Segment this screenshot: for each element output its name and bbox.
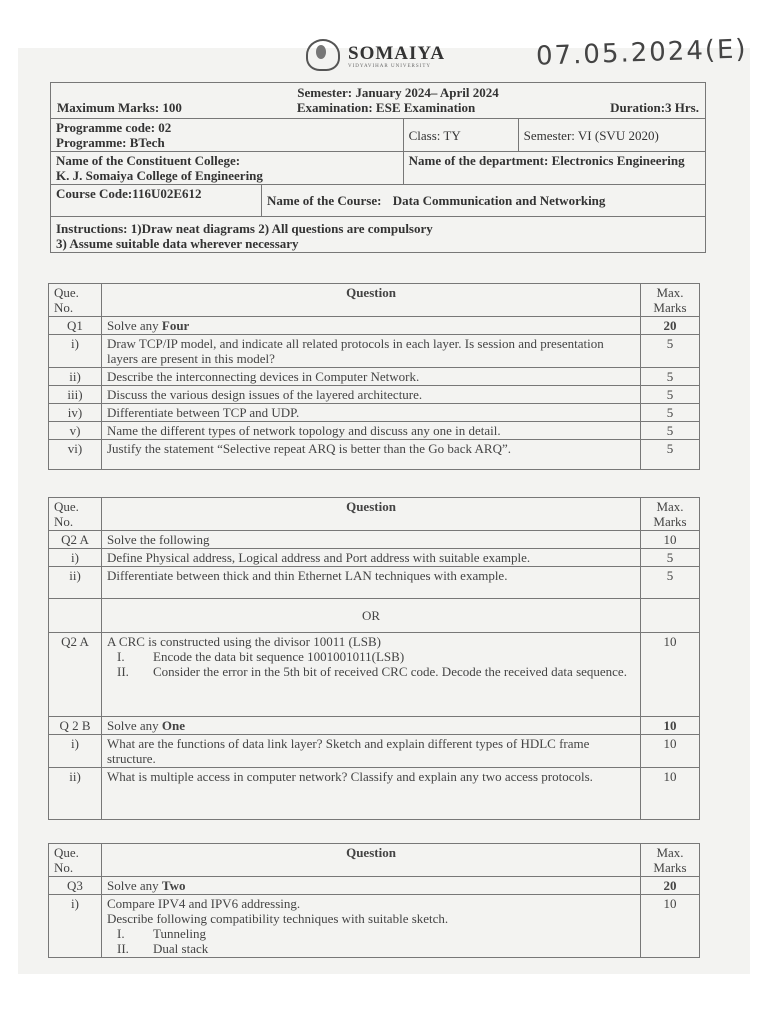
max-marks-header: Max. Marks [641,844,700,877]
q1-i-text: Draw TCP/IP model, and indicate all related protocols in each layer. Is session and presentation layers are present in this model? [102,335,641,368]
university-name: SOMAIYA [348,42,446,64]
q1-ii-number: ii) [49,368,102,386]
q1-v-number: v) [49,422,102,440]
q2b-ii-marks: 10 [641,768,700,820]
university-emblem-icon [306,39,340,71]
college-label: Name of the Constituent College: [56,153,241,168]
course-name-label: Name of the Course: [267,193,382,208]
q1-vi-marks: 5 [641,440,700,470]
q1-iv-text: Differentiate between TCP and UDP. [102,404,641,422]
college-name: K. J. Somaiya College of Engineering [56,168,263,183]
programme: Programme: BTech [56,135,165,150]
question-header: Question [102,498,641,531]
semester-line: Semester: January 2024– April 2024 [297,85,499,100]
q2a-ii-number: ii) [49,567,102,599]
q2b-marks: 10 [641,717,700,735]
q2a-i-marks: 5 [641,549,700,567]
q2a-ii-marks: 5 [641,567,700,599]
q1-iv-marks: 5 [641,404,700,422]
q1-i-number: i) [49,335,102,368]
q3-marks: 20 [641,877,700,895]
q3-instruction: Solve any Two [102,877,641,895]
q3-number: Q3 [49,877,102,895]
max-marks-header: Max. Marks [641,498,700,531]
q1-v-marks: 5 [641,422,700,440]
que-no-header: Que. No. [49,498,102,531]
question-header: Question [102,284,641,317]
que-no-header: Que. No. [49,844,102,877]
q1-vi-text: Justify the statement “Selective repeat ARQ is better than the Go back ARQ”. [102,440,641,470]
q1-ii-text: Describe the interconnecting devices in Computer Network. [102,368,641,386]
q3-table [48,843,700,958]
university-subtitle: VIDYAVIHAR UNIVERSITY [348,63,431,69]
q1-iii-marks: 5 [641,386,700,404]
q2a-alt-ii-text: Consider the error in the 5th bit of received CRC code. Decode the received data sequence. [153,664,627,679]
semester-cell: Semester: VI (SVU 2020) [518,119,705,152]
q3-i-text-2: Describe following compatibility techniques with suitable sketch. [107,911,449,926]
university-logo [306,42,445,72]
q3-i-item-tunneling: Tunneling [153,926,206,941]
q2b-instruction: Solve any One [102,717,641,735]
q3-i-question: Compare IPV4 and IPV6 addressing. Describe following compatibility techniques with suitable sketch. I. Tunneling II. Dual stack [102,895,641,958]
que-no-header: Que. No. [49,284,102,317]
examination: Examination: ESE Examination [296,100,476,115]
question-header: Question [102,844,641,877]
q1-iii-number: iii) [49,386,102,404]
q1-ii-marks: 5 [641,368,700,386]
q2a-ii-text: Differentiate between thick and thin Ethernet LAN techniques with example. [102,567,641,599]
q1-table [48,283,700,470]
maximum-marks: Maximum Marks: 100 [57,100,182,115]
q1-number: Q1 [49,317,102,335]
max-marks-header: Max. Marks [641,284,700,317]
q1-iii-text: Discuss the various design issues of the layered architecture. [102,386,641,404]
department-cell: Name of the department: Electronics Engineering [403,152,705,185]
programme-code: Programme code: 02 [56,120,172,135]
q2a-alt-i-text: Encode the data bit sequence 1001001011(LSB) [153,649,405,664]
q2b-ii-text: What is multiple access in computer network? Classify and explain any two access protocols. [102,768,641,820]
course-code: Course Code:116U02E612 [51,185,262,217]
q1-i-marks: 5 [641,335,700,368]
q2b-i-number: i) [49,735,102,768]
q2-table [48,497,700,820]
q2a-alt-text: A CRC is constructed using the divisor 10011 (LSB) [107,634,381,649]
q2a-alt-marks: 10 [641,633,700,717]
q1-iv-number: iv) [49,404,102,422]
q2b-i-marks: 10 [641,735,700,768]
q1-v-text: Name the different types of network topology and discuss any one in detail. [102,422,641,440]
q3-i-text-1: Compare IPV4 and IPV6 addressing. [107,896,301,911]
q2a-instruction: Solve the following [102,531,641,549]
q2b-ii-number: ii) [49,768,102,820]
q2a-i-number: i) [49,549,102,567]
q2a-i-text: Define Physical address, Logical address and Port address with suitable example. [102,549,641,567]
q1-vi-number: vi) [49,440,102,470]
q2a-marks: 10 [641,531,700,549]
instructions-line-1: Instructions: 1)Draw neat diagrams 2) All questions are compulsory [56,221,433,236]
exam-header-table [50,82,706,253]
q3-i-number: i) [49,895,102,958]
duration: Duration:3 Hrs. [610,100,699,115]
q3-i-item-dual-stack: Dual stack [153,941,209,956]
class-cell: Class: TY [403,119,518,152]
handwritten-date: 07.05.2024(E) [535,34,749,72]
q3-i-marks: 10 [641,895,700,958]
q1-instruction: Solve any Four [102,317,641,335]
q1-marks: 20 [641,317,700,335]
q2a-alt-number: Q2 A [49,633,102,717]
or-divider: OR [102,599,641,633]
q2a-alt-question: A CRC is constructed using the divisor 10011 (LSB) I. Encode the data bit sequence 1001001011(LSB) II. Consider the error in the 5th bit of received CRC code. Decode the received data sequence. [102,633,641,717]
q2b-number: Q 2 B [49,717,102,735]
course-name: Data Communication and Networking [392,193,606,208]
q2b-i-text: What are the functions of data link layer? Sketch and explain different types of HDLC frame structure. [102,735,641,768]
instructions-line-2: 3) Assume suitable data wherever necessary [56,236,299,251]
q2a-number: Q2 A [49,531,102,549]
